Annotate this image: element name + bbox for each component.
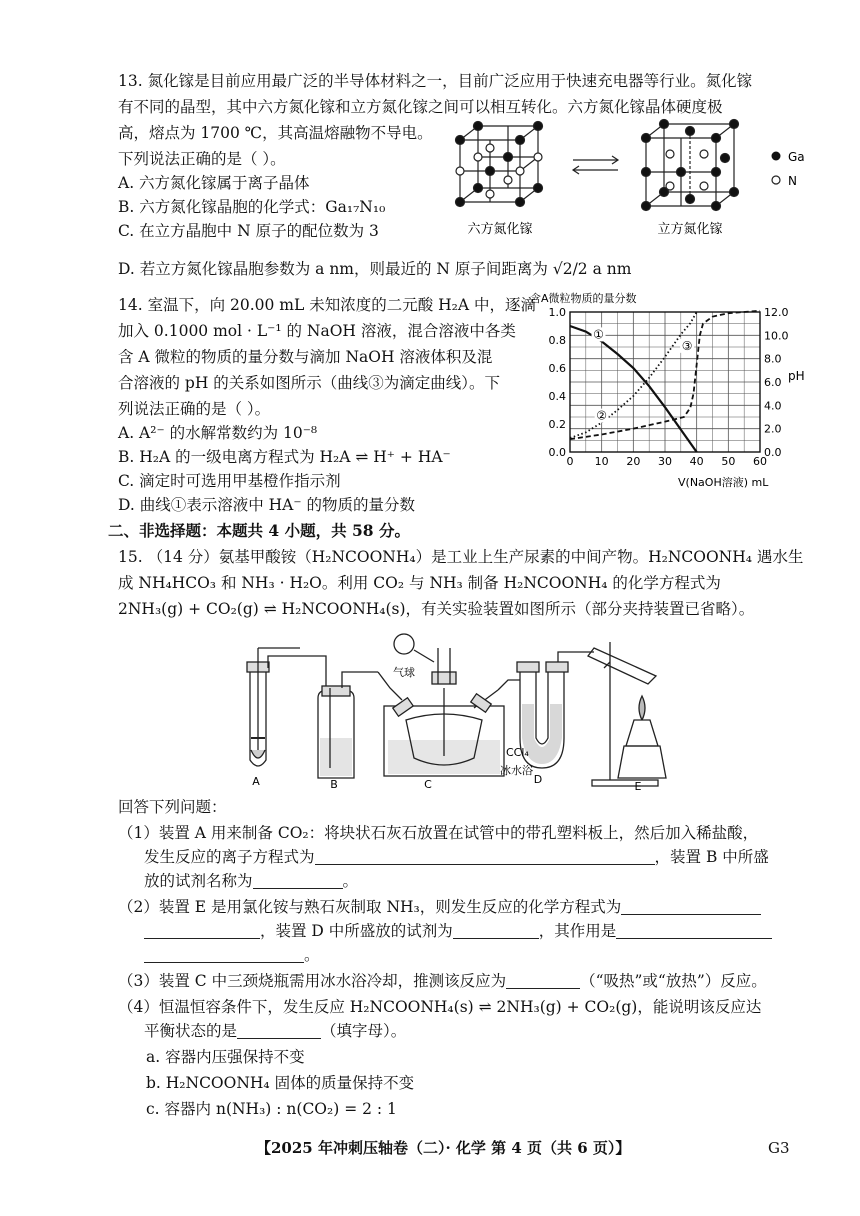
hexagonal-label: 六方氮化镓 xyxy=(467,222,533,237)
x-tick-label: 50 xyxy=(721,455,736,468)
y-left-tick-label: 0.6 xyxy=(548,362,566,375)
equilibrium-arrows xyxy=(573,156,618,174)
answer-blank-ionic-equation[interactable] xyxy=(315,848,655,865)
q13-line-3: 高，熔点为 1700 ℃，其高温熔融物不导电。 xyxy=(118,124,433,142)
q15-choice-a: a. 容器内压强保持不变 xyxy=(146,1048,305,1066)
answer-blank-function-start[interactable] xyxy=(616,922,772,939)
q15-part2-text-c: ，其作用是 xyxy=(538,922,617,940)
q13-line-4: 下列说法正确的是（ ）。 xyxy=(118,150,286,168)
page-code: G3 xyxy=(768,1139,790,1157)
legend-n: N xyxy=(788,174,797,188)
apparatus-d-label: D xyxy=(533,773,543,786)
q13-option-a: A. 六方氮化镓属于离子晶体 xyxy=(118,174,310,192)
ccl4-label: CCl₄ xyxy=(506,746,529,759)
q15-part4-line2 xyxy=(144,1020,406,1042)
y-right-tick-label: 0.0 xyxy=(764,446,782,459)
y-right-tick-label: 6.0 xyxy=(764,376,782,389)
ice-bath-label: 冰水浴 xyxy=(500,764,533,777)
q15-part1-text-a: 发生反应的离子方程式为 xyxy=(144,848,315,866)
q15-line-2: 成 NH₄HCO₃ 和 NH₃ · H₂O。利用 CO₂ 与 NH₃ 制备 H₂NCOONH₄ 的化学方程式为 xyxy=(118,574,721,592)
x-tick-label: 30 xyxy=(658,455,672,468)
q14-line-3: 含 A 微粒的物质的量分数与滴加 NaOH 溶液体积及混 xyxy=(118,348,493,366)
answer-blank-function-end[interactable] xyxy=(144,946,304,963)
series-label-2: ② xyxy=(596,408,608,423)
q15-part1-text-b: ，装置 B 中所盛 xyxy=(654,848,769,866)
q15-part3-text-a: （3）装置 C 中三颈烧瓶需用冰水浴冷却，推测该反应为 xyxy=(118,972,507,990)
y-right-tick-label: 4.0 xyxy=(764,399,782,413)
y-right-tick-label: 12.0 xyxy=(764,306,789,319)
q15-choice-c: c. 容器内 n(NH₃) : n(CO₂) = 2 : 1 xyxy=(146,1100,397,1118)
y-right-tick-label: 8.0 xyxy=(764,352,782,366)
q14-option-b: B. H₂A 的一级电离方程式为 H₂A ⇌ H⁺ + HA⁻ xyxy=(118,448,451,466)
apparatus-b-label: B xyxy=(330,778,338,791)
q14-option-d: D. 曲线①表示溶液中 HA⁻ 的物质的量分数 xyxy=(118,496,415,514)
n-legend-icon xyxy=(772,176,780,184)
q15-part2-text-d: 。 xyxy=(304,946,320,964)
q15-part1-text-c: 放的试剂名称为 xyxy=(144,872,253,890)
hexagonal-cell-drawing xyxy=(456,122,543,207)
y-left-tick-label: 0.2 xyxy=(548,418,566,431)
q13-option-d: D. 若立方氮化镓晶胞参数为 a nm，则最近的 N 原子间距离为 √2/2 a nm xyxy=(118,260,632,278)
q15-part2-line1 xyxy=(118,896,761,918)
q15-part4-line1: （4）恒温恒容条件下，发生反应 H₂NCOONH₄(s) ⇌ 2NH₃(g) + CO₂(g)，能说明该反应达 xyxy=(118,998,762,1016)
q15-part4-text-b: （填字母）。 xyxy=(321,1022,407,1040)
answer-blank-reagent-d[interactable] xyxy=(453,922,539,939)
q14-option-c: C. 滴定时可选用甲基橙作指示剂 xyxy=(118,472,341,490)
q15-prompt: 回答下列问题： xyxy=(118,798,227,816)
crystal-structure-figure xyxy=(448,118,828,242)
apparatus-e-label: E xyxy=(634,780,642,792)
q15-part3-text-b: （“吸热”或“放热”）反应。 xyxy=(580,972,767,990)
q15-line-3: 2NH₃(g) + CO₂(g) ⇌ H₂NCOONH₄(s)，有关实验装置如图所示（部分夹持装置已省略）。 xyxy=(118,600,755,618)
apparatus-c-label: C xyxy=(424,778,432,791)
q15-part1-line1: （1）装置 A 用来制备 CO₂：将块状石灰石放置在试管中的带孔塑料板上，然后加入稀盐酸， xyxy=(118,824,759,842)
q14-line-2: 加入 0.1000 mol · L⁻¹ 的 NaOH 溶液，混合溶液中各类 xyxy=(118,322,516,340)
x-tick-label: 60 xyxy=(753,455,767,468)
cubic-label: 立方氮化镓 xyxy=(657,222,723,237)
answer-blank-reagent-b[interactable] xyxy=(253,872,343,889)
section-heading: 二、非选择题：本题共 4 小题，共 58 分。 xyxy=(108,521,410,540)
q13-line-1: 13. 氮化镓是目前应用最广泛的半导体材料之一，目前广泛应用于快速充电器等行业。氮化镓 xyxy=(118,72,753,90)
y-left-tick-label: 0.8 xyxy=(548,334,566,347)
y-right-tick-label: 2.0 xyxy=(764,422,782,436)
page-footer: 【2025 年冲刺压轴卷（二）· 化学 第 4 页（共 6 页）】 xyxy=(256,1139,631,1157)
chart-title: 含A微粒物质的量分数 xyxy=(530,292,637,305)
q15-part3-line xyxy=(118,970,767,992)
q13-option-b: B. 六方氮化镓晶胞的化学式：Ga₁₇N₁₀ xyxy=(118,198,386,216)
x-tick-label: 20 xyxy=(626,455,641,468)
chart-xlabel: V(NaOH溶液) mL xyxy=(678,476,769,489)
q15-part1-line2 xyxy=(144,846,769,868)
q15-part2-text-b: ，装置 D 中所盛放的试剂为 xyxy=(260,922,453,940)
y-right-tick-label: 10.0 xyxy=(764,329,789,343)
legend-ga: Ga xyxy=(788,150,805,164)
x-tick-label: 10 xyxy=(594,455,609,468)
answer-blank-heat[interactable] xyxy=(506,972,580,989)
y-left-tick-label: 1.0 xyxy=(548,306,566,319)
q15-part2-line2 xyxy=(144,920,772,942)
chart-ylabel-right: pH xyxy=(788,369,805,383)
balloon-label: 气球 xyxy=(393,666,415,679)
apparatus-a-label: A xyxy=(252,775,260,788)
q14-option-a: A. A²⁻ 的水解常数约为 10⁻⁸ xyxy=(118,424,318,442)
y-left-tick-label: 0.4 xyxy=(548,390,566,403)
series-label-1: ① xyxy=(593,327,604,342)
answer-blank-equation-e-end[interactable] xyxy=(144,922,260,939)
q14-line-5: 列说法正确的是（ ）。 xyxy=(118,400,271,418)
x-tick-label: 40 xyxy=(689,455,704,468)
series-label-3: ③ xyxy=(681,338,693,353)
y-left-tick-label: 0.0 xyxy=(548,446,566,459)
q15-part1-line3 xyxy=(144,870,358,892)
q15-choice-b: b. H₂NCOONH₄ 固体的质量保持不变 xyxy=(146,1074,415,1092)
x-tick-label: 0 xyxy=(566,455,574,468)
q15-line-1: 15. （14 分）氨基甲酸铵（H₂NCOONH₄）是工业上生产尿素的中间产物。H₂NCOONH₄ 遇水生 xyxy=(118,548,804,566)
ga-legend-icon xyxy=(772,152,781,161)
q15-part4-text-a: 平衡状态的是 xyxy=(144,1022,238,1040)
answer-blank-equilibrium[interactable] xyxy=(237,1022,321,1039)
cubic-cell-drawing xyxy=(642,120,739,211)
q15-part2-text-a: （2）装置 E 是用氯化铵与熟石灰制取 NH₃，则发生反应的化学方程式为 xyxy=(118,898,622,916)
q14-line-4: 合溶液的 pH 的关系如图所示（曲线③为滴定曲线）。下 xyxy=(118,374,501,392)
titration-chart xyxy=(520,290,832,490)
apparatus-figure xyxy=(238,628,678,792)
answer-blank-equation-e-start[interactable] xyxy=(621,898,761,915)
q15-part1-text-d: 。 xyxy=(342,872,359,890)
q13-option-c: C. 在立方晶胞中 N 原子的配位数为 3 xyxy=(118,222,379,240)
q13-line-2: 有不同的晶型，其中六方氮化镓和立方氮化镓之间可以相互转化。六方氮化镓晶体硬度极 xyxy=(118,98,723,116)
q14-line-1: 14. 室温下，向 20.00 mL 未知浓度的二元酸 H₂A 中，逐滴 xyxy=(118,296,537,314)
q15-part2-line3 xyxy=(144,944,320,966)
